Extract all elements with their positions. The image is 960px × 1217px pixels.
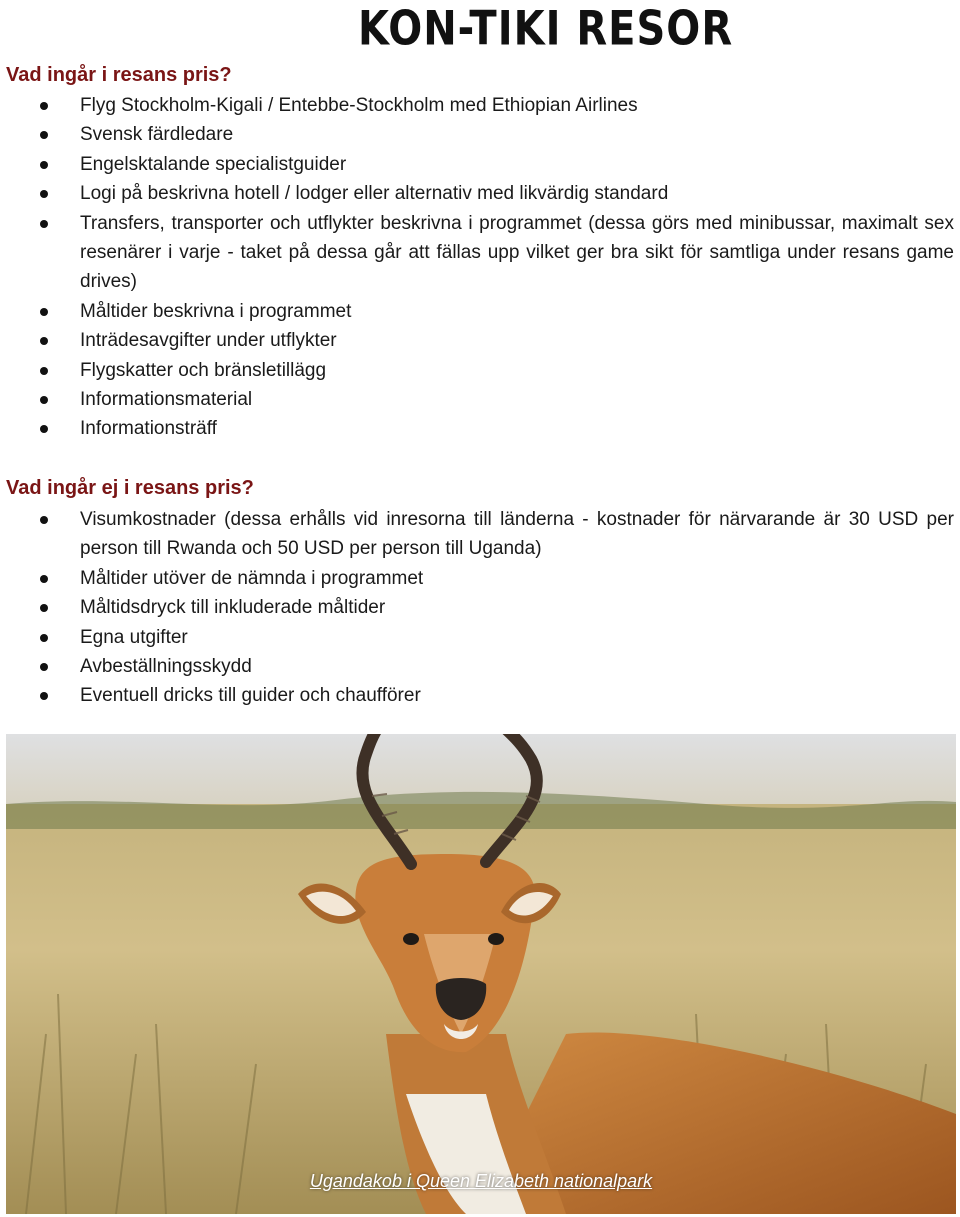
excluded-heading: Vad ingår ej i resans pris? <box>6 477 254 499</box>
brand-logo: KON-TIKI RESOR <box>358 2 734 57</box>
bullet-icon <box>40 575 48 583</box>
bullet-icon <box>40 634 48 642</box>
list-item-text: Inträdesavgifter under utflykter <box>80 330 337 352</box>
list-item <box>0 91 958 120</box>
list-item <box>0 385 958 414</box>
bullet-icon <box>40 367 48 375</box>
list-item-text: Logi på beskrivna hotell / lodger eller alternativ med likvärdig standard <box>80 183 669 205</box>
bullet-icon <box>40 337 48 345</box>
list-item <box>0 356 958 385</box>
bullet-icon <box>40 692 48 700</box>
photo-caption: Ugandakob i Queen Elizabeth nationalpark <box>309 1171 653 1191</box>
bullet-icon <box>40 516 48 524</box>
list-item <box>0 652 958 681</box>
list-item <box>0 297 958 326</box>
list-item <box>0 564 958 593</box>
list-item-text: Måltidsdryck till inkluderade måltider <box>80 597 386 619</box>
list-item-text: Måltider utöver de nämnda i programmet <box>80 567 424 589</box>
antelope-photo <box>6 734 956 1214</box>
list-item <box>0 179 958 208</box>
list-item <box>0 120 958 149</box>
list-item-text: Informationsmaterial <box>80 389 253 411</box>
list-item-text: Visumkostnader (dessa erhålls vid inresorna till länderna - kostnader för närvarande är 30 USD per person till Rwanda och 50 USD per person till Uganda) <box>80 509 954 560</box>
list-item <box>0 150 958 179</box>
list-item-text: Svensk färdledare <box>80 124 234 146</box>
list-item-text: Transfers, transporter och utflykter beskrivna i programmet (dessa görs med minibussar, maximalt sex resenärer i varje - taket på dessa går att fällas upp vilket ger bra sikt för samtliga under resans game drives) <box>80 212 954 293</box>
bullet-icon <box>40 663 48 671</box>
list-item-text: Engelsktalande specialistguider <box>80 153 347 175</box>
list-item-text: Flyg Stockholm-Kigali / Entebbe-Stockholm med Ethiopian Airlines <box>80 95 638 116</box>
list-item-text: Informationsträff <box>80 418 217 440</box>
list-item <box>0 326 958 355</box>
list-item <box>0 209 958 297</box>
list-item-text: Måltider beskrivna i programmet <box>80 300 352 322</box>
bullet-icon <box>40 220 48 228</box>
list-item <box>0 593 958 622</box>
list-item-text: Egna utgifter <box>80 626 188 648</box>
list-item <box>0 623 958 652</box>
bullet-icon <box>40 308 48 316</box>
list-item <box>0 681 958 710</box>
list-item <box>0 505 958 564</box>
list-item <box>0 414 958 443</box>
bullet-icon <box>40 604 48 612</box>
bullet-icon <box>40 425 48 433</box>
bullet-icon <box>40 190 48 198</box>
bullet-icon <box>40 131 48 139</box>
excluded-list <box>0 505 958 711</box>
antelope-illustration <box>6 734 956 1214</box>
included-list <box>0 91 958 444</box>
bullet-icon <box>40 102 48 110</box>
bullet-icon <box>40 161 48 169</box>
list-item-text: Avbeställningsskydd <box>80 656 252 678</box>
list-item-text: Flygskatter och bränsletillägg <box>80 359 327 381</box>
list-item-text: Eventuell dricks till guider och chaufförer <box>80 685 421 707</box>
included-heading: Vad ingår i resans pris? <box>6 64 232 86</box>
bullet-icon <box>40 396 48 404</box>
